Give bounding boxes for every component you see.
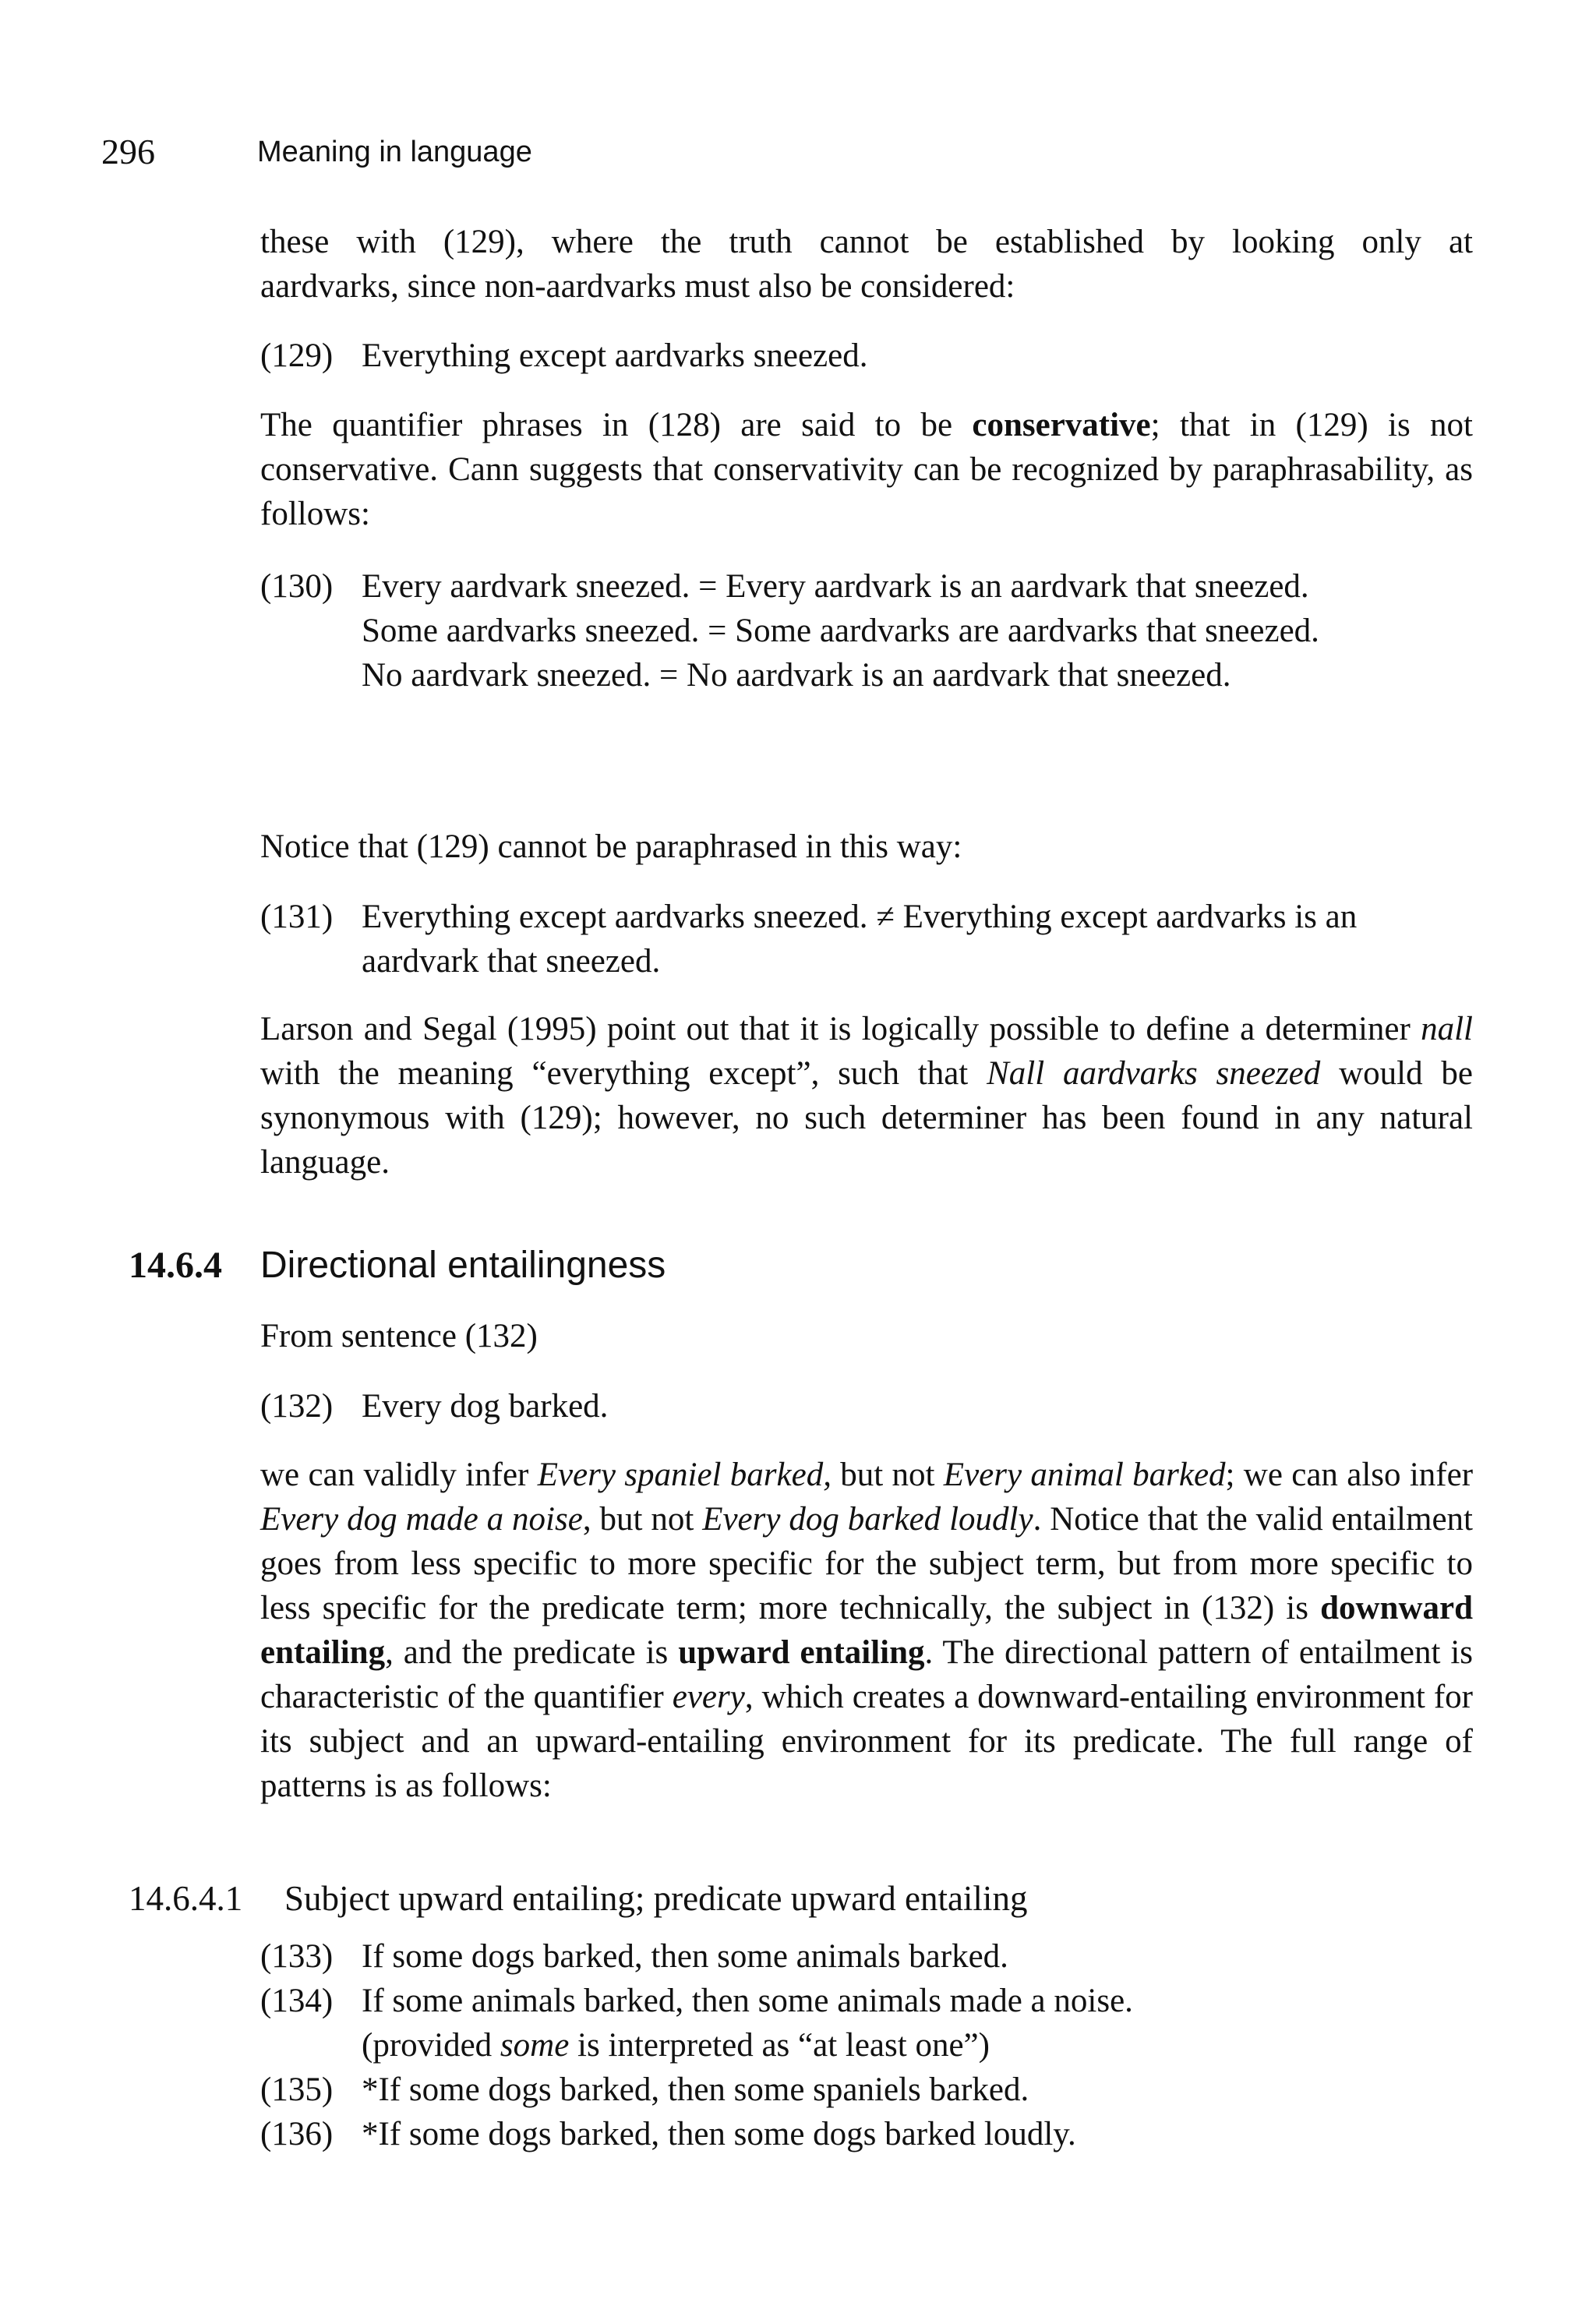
example-line: Every aardvark sneezed. = Every aardvark is an aardvark that sneezed.	[362, 568, 1309, 605]
section-number: 14.6.4	[129, 1245, 222, 1286]
example-text: If some dogs barked, then some animals barked.	[362, 1938, 1008, 1975]
section-title: Directional entailingness	[260, 1245, 666, 1286]
example-129	[260, 334, 1473, 378]
example-number: (130)	[260, 568, 334, 605]
paragraph-text: Notice that (129) cannot be paraphrased in this way:	[260, 828, 962, 865]
example-number: (135)	[260, 2071, 334, 2108]
example-item	[260, 1934, 1473, 1979]
example-number: (134)	[260, 1983, 334, 2019]
example-text: Every dog barked.	[362, 1388, 609, 1425]
example-text: Everything except aardvarks sneezed. ≠ Everything except aardvarks is an aardvark that sneezed.	[362, 899, 1358, 980]
subsection-title: Subject upward entailing; predicate upward entailing	[284, 1879, 1028, 1918]
paragraph-line: these with (129), where the truth cannot be established by looking only at	[260, 224, 1473, 260]
paragraph-line: aardvarks, since non-aardvarks must also be considered:	[260, 268, 1015, 305]
key-term: upward entailing	[678, 1634, 925, 1671]
example-number: (133)	[260, 1938, 334, 1975]
paragraph: we can validly infer Every spaniel barked, but not Every animal barked; we can also infer Every dog made a noise, but not Every dog barked loudly. Notice that the valid entailment goes from less specific to more specific for the subject term, but from more specific to less specific for the predicate term; more technically, the subject in (132) is downward entailing, and the predicate is upward entailing. The directional pattern of entailment is characteristic of the quantifier every, which creates a downward-entailing environment for its subject and an upward-entailing environment for its predicate. The full range of patterns is as follows:	[260, 1457, 1474, 1804]
example-number: (131)	[260, 899, 334, 935]
paragraph	[260, 220, 1473, 309]
example-text: Everything except aardvarks sneezed.	[362, 337, 868, 374]
example-number: (136)	[260, 2116, 334, 2152]
example-item	[260, 2068, 1473, 2112]
example-text: If some animals barked, then some animals made a noise.	[362, 1983, 1133, 2019]
key-term: downward entailing	[260, 1590, 1473, 1671]
example-item	[260, 2112, 1473, 2156]
example-text: *If some dogs barked, then some spaniels barked.	[362, 2071, 1029, 2108]
example-line: Some aardvarks sneezed. = Some aardvarks are aardvarks that sneezed.	[362, 613, 1319, 649]
example-text: *If some dogs barked, then some dogs barked loudly.	[362, 2116, 1076, 2152]
example-number: (132)	[260, 1388, 334, 1425]
example-131	[260, 895, 1473, 984]
paragraph	[260, 1314, 1473, 1358]
example-line: No aardvark sneezed. = No aardvark is an aardvark that sneezed.	[362, 657, 1231, 694]
subsection-number: 14.6.4.1	[129, 1879, 243, 1918]
example-list	[260, 1934, 1473, 2156]
example-130	[260, 564, 1473, 697]
paragraph: The quantifier phrases in (128) are said to be conservative; that in (129) is not conservative. Cann suggests that conservativity can be recognized by paraphrasability, as follows:	[260, 407, 1473, 532]
example-number: (129)	[260, 337, 334, 374]
paragraph: Larson and Segal (1995) point out that it is logically possible to define a determiner nall with the meaning “everything except”, such that Nall aardvarks sneezed would be synonymous with (129); however, no such determiner has been found in any natural language.	[260, 1011, 1473, 1181]
running-title: Meaning in language	[257, 136, 532, 168]
paragraph	[260, 825, 1473, 869]
example-item	[260, 1979, 1473, 2023]
key-term: conservative	[972, 407, 1151, 443]
paragraph-text: From sentence (132)	[260, 1318, 538, 1354]
example-132	[260, 1384, 1473, 1428]
page-number: 296	[101, 132, 155, 171]
example-note: (provided some is interpreted as “at least one”)	[362, 2027, 990, 2064]
